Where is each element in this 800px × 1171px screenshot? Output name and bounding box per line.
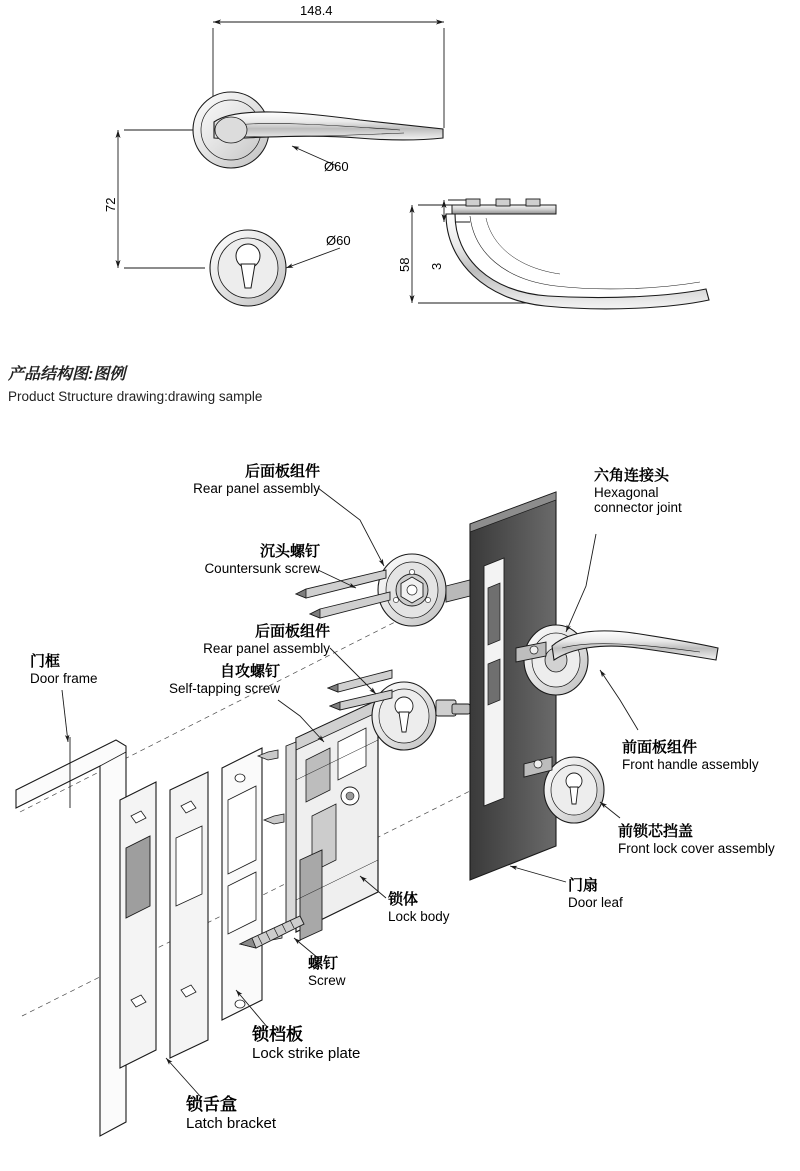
front-handle-assembly-shape	[516, 625, 718, 695]
lock-body-shape	[286, 700, 378, 940]
cylinder-escutcheon-view	[210, 230, 286, 306]
callout-rear-panel-assembly-mid-cn: 后面板组件	[254, 623, 330, 640]
callout-self-tapping-screw-en: Self-tapping screw	[168, 681, 280, 696]
section-title-en: Product Structure drawing:drawing sample	[8, 389, 263, 404]
callout-latch-bracket	[186, 1090, 346, 1132]
dimension-rosette-diameter-bottom: Ø60	[326, 233, 351, 248]
callout-front-handle-assembly-cn: 前面板组件	[622, 739, 698, 756]
callout-lock-body	[388, 888, 518, 924]
callout-self-tapping-screw-cn: 自攻螺钉	[219, 663, 280, 680]
callout-self-tapping-screw	[140, 660, 280, 696]
callout-countersunk-screw-en: Countersunk screw	[204, 561, 320, 576]
callout-front-lock-cover-assembly	[618, 820, 800, 856]
rear-panel-assembly-top-shape	[378, 554, 470, 626]
callout-front-lock-cover-assembly-en: Front lock cover assembly	[618, 841, 775, 856]
callout-door-frame-en: Door frame	[30, 671, 98, 686]
dimension-center-distance: 72	[103, 197, 118, 212]
callout-lock-strike-plate-cn: 锁档板	[252, 1025, 303, 1044]
callout-door-leaf-en: Door leaf	[568, 895, 623, 910]
latch-bracket-shape	[120, 782, 156, 1068]
callout-front-handle-assembly	[622, 736, 800, 772]
callout-screw-en: Screw	[308, 973, 346, 988]
callout-lock-body-en: Lock body	[388, 909, 450, 924]
section-title-cn: 产品结构图:图例	[8, 366, 126, 383]
callout-door-leaf	[568, 874, 688, 910]
callout-lock-strike-plate-en: Lock strike plate	[252, 1045, 361, 1062]
callout-door-leaf-cn: 门扇	[568, 877, 599, 894]
lever-handle-top-view	[193, 92, 443, 168]
callout-hexagonal-connector-joint-en-line1: Hexagonal	[594, 485, 659, 500]
dimension-rosette-diameter-top: Ø60	[324, 159, 349, 174]
callout-rear-panel-assembly-top	[180, 460, 320, 496]
callout-door-frame-cn: 门框	[30, 653, 61, 670]
lock-faceplate-shape	[222, 748, 262, 1020]
callout-screw	[308, 952, 418, 988]
lever-handle-side-view	[446, 199, 709, 309]
dimension-handle-height: 58	[397, 257, 412, 272]
callout-hexagonal-connector-joint-cn: 六角连接头	[594, 467, 670, 484]
callout-rear-panel-assembly-top-cn: 后面板组件	[244, 463, 320, 480]
callout-hexagonal-connector-joint	[594, 464, 784, 515]
lock-strike-plate-shape	[170, 772, 208, 1058]
callout-countersunk-screw-cn: 沉头螺钉	[259, 543, 320, 560]
callout-screw-cn: 螺钉	[308, 955, 339, 972]
dimension-handle-length: 148.4	[300, 3, 333, 18]
callout-front-handle-assembly-en: Front handle assembly	[622, 757, 759, 772]
countersunk-screw-shape	[296, 570, 390, 618]
callout-front-lock-cover-assembly-cn: 前锁芯挡盖	[618, 823, 694, 840]
callout-rear-panel-assembly-mid-en: Rear panel assembly	[203, 641, 330, 656]
callout-rear-panel-assembly-mid	[170, 620, 330, 656]
callout-latch-bracket-cn: 锁舌盒	[186, 1095, 237, 1114]
callout-countersunk-screw	[160, 540, 320, 576]
callout-rear-panel-assembly-top-en: Rear panel assembly	[193, 481, 320, 496]
callout-door-frame	[30, 650, 160, 686]
callout-lock-body-cn: 锁体	[388, 891, 419, 908]
callout-latch-bracket-en: Latch bracket	[186, 1115, 277, 1132]
callout-lock-strike-plate	[252, 1020, 422, 1062]
dimension-rosette-thickness: 3	[429, 262, 444, 270]
callout-hexagonal-connector-joint-en-line2: connector joint	[594, 500, 682, 515]
door-frame-shape	[16, 737, 126, 1136]
